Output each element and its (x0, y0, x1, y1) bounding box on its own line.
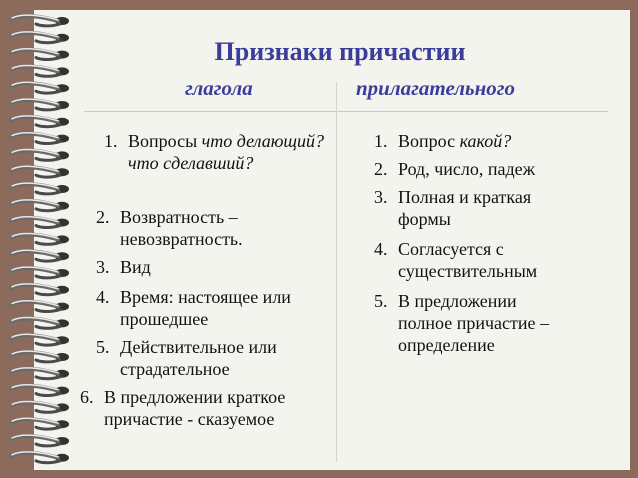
list-item: 5. Действительное или страдательное (96, 337, 277, 379)
list-item: 1. Вопросы что делающий? что сделавший? (104, 131, 324, 173)
list-item: 2. Возвратность – невозвратность. (96, 207, 243, 249)
list-item: 5. В предложении полное причастие – определение (374, 291, 550, 355)
list-item: 3. Полная и краткая формы (374, 187, 532, 229)
page-title: Признаки причастии (214, 37, 466, 66)
column-heading-verb: глагола (185, 76, 253, 100)
column-divider (336, 82, 337, 462)
list-item: 1. Вопрос какой? (374, 131, 512, 151)
list-item: 4. Согласуется с существительным (374, 239, 538, 281)
list-item: 4. Время: настоящее или прошедшее (96, 287, 291, 329)
list-item: 2. Род, число, падеж (374, 159, 536, 179)
list-item: 6. В предложении краткое причастие - сказуемое (80, 387, 286, 429)
column-heading-adjective: прилагательного (356, 76, 516, 100)
list-item: 3. Вид (96, 257, 151, 277)
header-divider (84, 111, 608, 112)
spiral-binding-icon (0, 10, 80, 470)
